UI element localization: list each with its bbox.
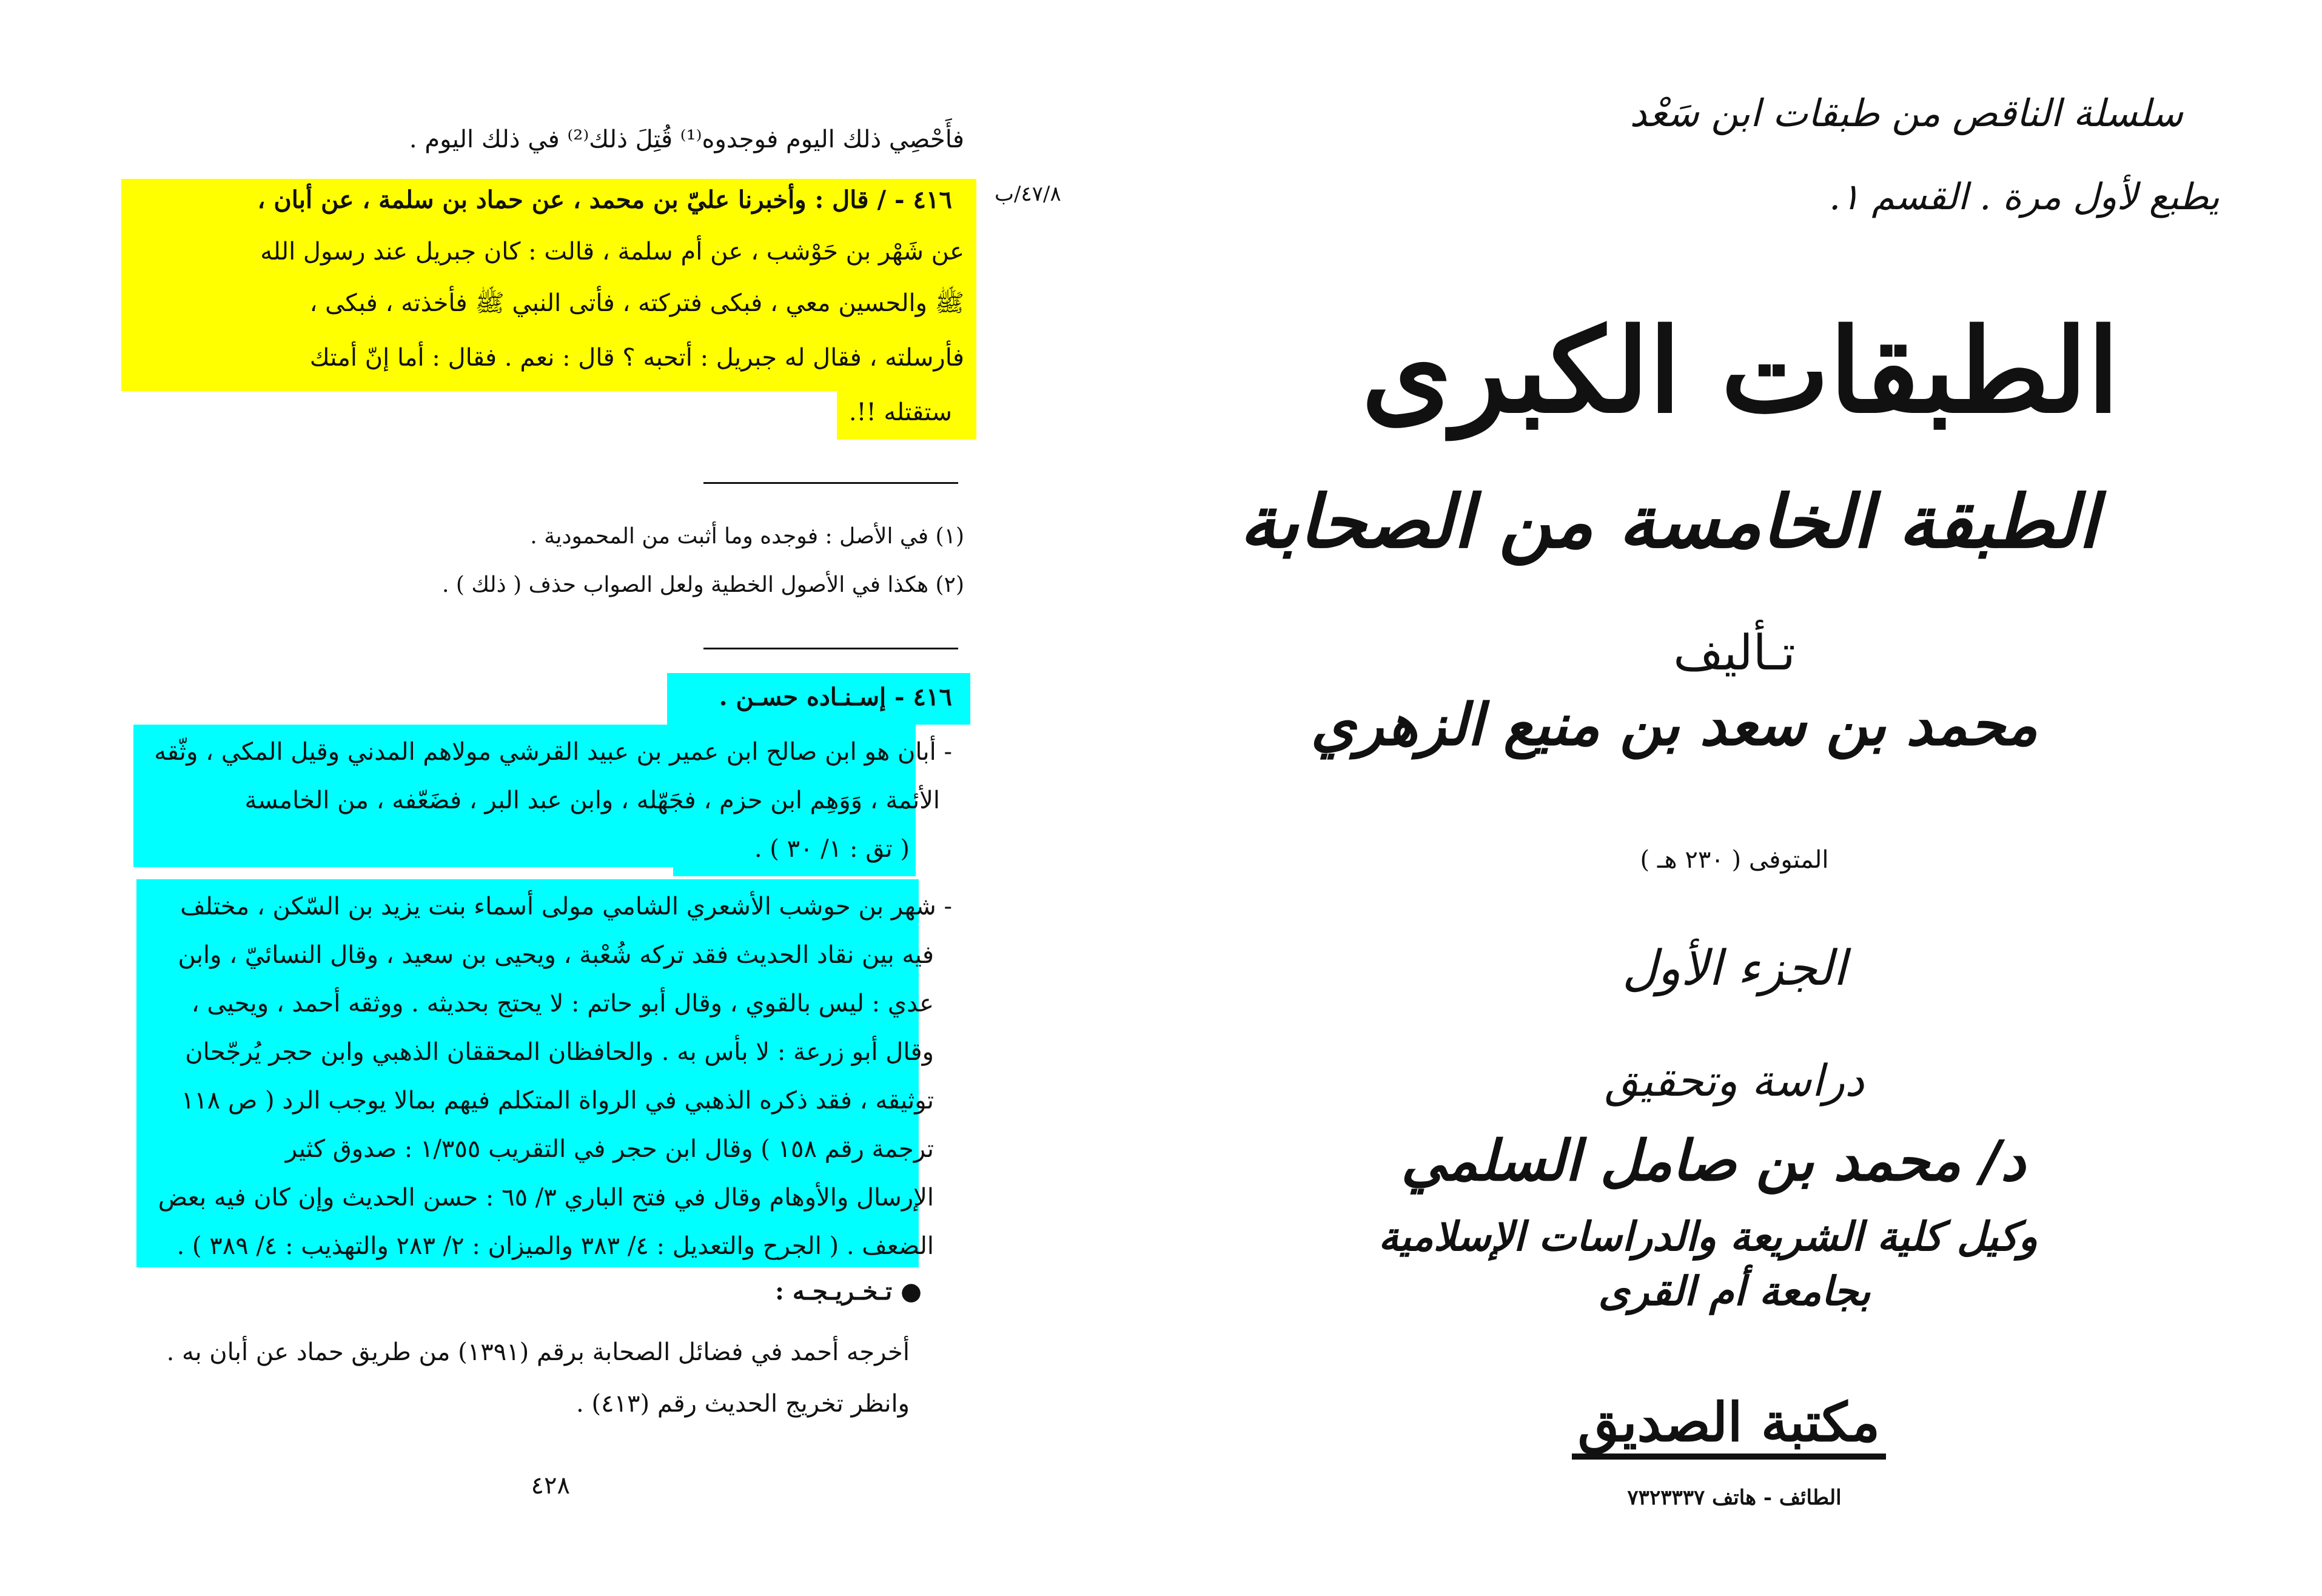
takhrij-heading: ● تـخـريـجـه : xyxy=(775,1277,922,1306)
publisher-logo xyxy=(1577,1390,1886,1454)
main-title: الطبقات الكبرى xyxy=(1361,303,2119,438)
narrator-line: فيه بين نقاد الحديث فقد تركه شُعْبة ، ويحيى بن سعيد ، وقال النسائيّ ، وابن xyxy=(178,941,934,969)
narrator-line: - أبان هو ابن صالح ابن عمير بن عبيد القرشي مولاهم المدني وقيل المكي ، وثّقه xyxy=(154,738,952,766)
narrator-line: ( تق : ١/ ٣٠ ) . xyxy=(754,835,910,863)
hadith-line: عن شَهْر بن حَوْشب ، عن أم سلمة ، قالت : كان جبريل عند رسول الله xyxy=(260,238,964,266)
narrator-line: الضعف . ( الجرح والتعديل : ٤/ ٣٨٣ والميزان : ٢/ ٢٨٣ والتهذيب : ٤/ ٣٨٩ ) . xyxy=(176,1232,934,1260)
footnote: (١) في الأصل : فوجده وما أثبت من المحمودية . xyxy=(530,524,964,549)
section-divider xyxy=(703,648,958,649)
narrator-line: توثيقه ، فقد ذكره الذهبي في الرواة المتكلم فيهم بمالا يوجب الرد ( ص ١١٨ xyxy=(181,1087,934,1115)
page-number: ٤٢٨ xyxy=(531,1472,570,1500)
narrator-line: الأئمة ، وَوَهِم ابن حزم ، فجَهّله ، وابن عبد البر ، فضَعّفه ، من الخامسة xyxy=(244,786,940,814)
author-label: تـأليف xyxy=(1673,625,1796,681)
narrator-line: ترجمة رقم ١٥٨ ) وقال ابن حجر في التقريب ١/٣٥٥ : صدوق كثير xyxy=(285,1135,934,1163)
hadith-line: ٤١٦ - / قال : وأخبرنا عليّ بن محمد ، عن حماد بن سلمة ، عن أبان ، xyxy=(257,186,952,214)
isnad-heading: ٤١٦ - إسـنـاده حسـن . xyxy=(719,683,952,711)
left-page xyxy=(0,0,1152,1596)
narrator-line: عدي : ليس بالقوي ، وقال أبو حاتم : لا يحتج بحديثه . ووثقه أحمد ، ويحيى ، xyxy=(191,990,934,1018)
volume: الجزء الأول xyxy=(1622,940,1847,996)
series-handwritten: سلسلة الناقص من طبقات ابن سَعْد xyxy=(1629,91,2183,135)
first-print-handwritten: يطبع لأول مرة . القسم ١. xyxy=(1829,176,2220,218)
right-page xyxy=(1201,0,2322,1596)
subtitle: الطبقة الخامسة من الصحابة xyxy=(1240,479,2098,565)
footnote-divider xyxy=(703,482,958,484)
publisher-address: الطائف - هاتف ٧٣٢٣٣٣٧ xyxy=(1627,1486,1842,1510)
narrator-line: الإرسال والأوهام وقال في فتح الباري ٣/ ٦٥ : حسن الحديث وإن كان فيه بعض xyxy=(158,1184,934,1212)
footnote: (٢) هكذا في الأصول الخطية ولعل الصواب حذف ( ذلك ) . xyxy=(441,572,964,597)
affiliation: بجامعة أم القرى xyxy=(1598,1267,1871,1315)
hadith-line: ﷺ والحسين معي ، فبكى فتركته ، فأتى النبي ﷺ فأخذته ، فبكى ، xyxy=(309,289,964,317)
hadith-line: ستقتله !!. xyxy=(848,398,952,426)
death-date: المتوفى ( ٢٣٠ هـ ) xyxy=(1640,846,1829,874)
narrator-line: وقال أبو زرعة : لا بأس به . والحافظان المحققان الذهبي وابن حجر يُرجّحان xyxy=(185,1038,934,1066)
narrator-line: - شهر بن حوشب الأشعري الشامي مولى أسماء بنت يزيد بن السّكن ، مختلف xyxy=(180,893,952,920)
publisher-name: مكتبة الصديق xyxy=(1572,1390,1886,1460)
hadith-line: فأرسلته ، فقال له جبريل : أتحبه ؟ قال : نعم . فقال : أما إنّ أمتك xyxy=(309,344,964,372)
takhrij-line: أخرجه أحمد في فضائل الصحابة برقم (١٣٩١) من طريق حماد عن أبان به . xyxy=(166,1338,910,1366)
study-label: دراسة وتحقيق xyxy=(1604,1055,1865,1106)
margin-reference: ٤٧/٨/ب xyxy=(995,182,1061,206)
intro-line: فأَحْصِي ذلك اليوم فوجدوه⁽¹⁾ قُتِلَ ذلك⁽²⁾ في ذلك اليوم . xyxy=(409,126,964,153)
author-name: محمد بن سعد بن منيع الزهري xyxy=(1310,691,2038,759)
affiliation: وكيل كلية الشريعة والدراسات الإسلامية xyxy=(1378,1213,2038,1260)
takhrij-line: وانظر تخريج الحديث رقم (٤١٣) . xyxy=(576,1390,910,1418)
editor-name: د/ محمد بن صامل السلمي xyxy=(1401,1128,2025,1193)
